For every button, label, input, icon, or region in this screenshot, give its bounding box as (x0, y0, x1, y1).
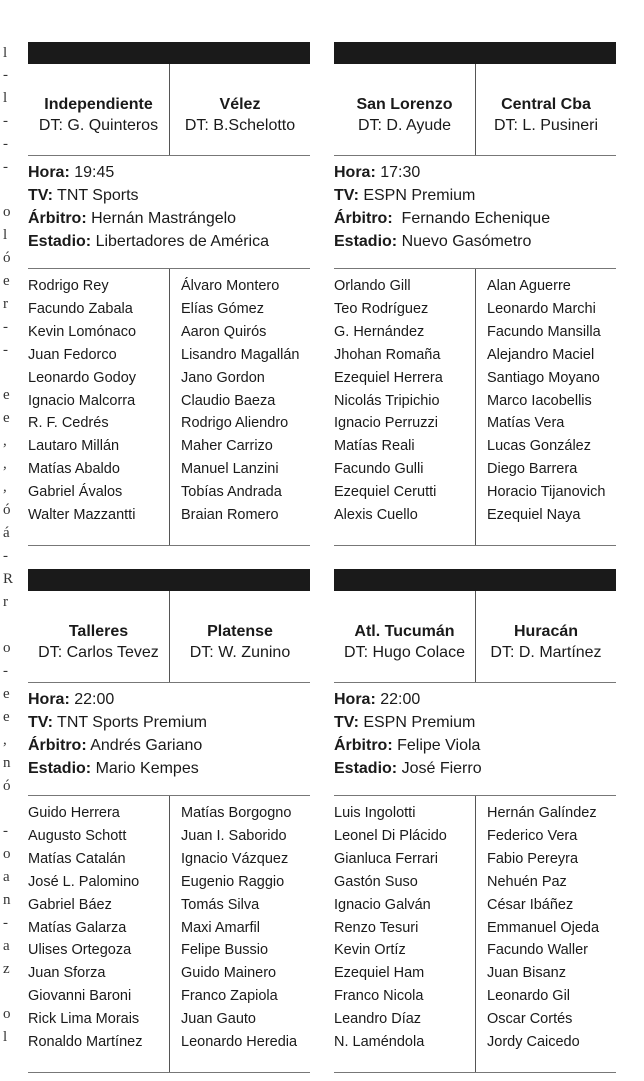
home-team-coach: DT: D. Ayude (357, 117, 452, 134)
player-name: Fabio Pereyra (487, 850, 579, 867)
away-team-coach: DT: W. Zunino (189, 644, 291, 661)
fragment-char: e (3, 709, 10, 725)
player-name: Claudio Baeza (181, 392, 276, 409)
fragment-char: - (3, 548, 8, 564)
match-header-bar (28, 569, 310, 591)
home-lineup (334, 269, 475, 545)
fragment-char: ó (3, 502, 11, 518)
fragment-char: o (3, 846, 11, 862)
fragment-char: - (3, 113, 8, 129)
match-card-1 (28, 42, 310, 547)
fragment-char: - (3, 319, 8, 335)
match-info (334, 688, 616, 780)
info-row (334, 230, 616, 253)
match-card-4 (334, 569, 616, 1074)
home-team-name: Talleres (68, 623, 129, 640)
away-lineup (475, 269, 616, 545)
player-name: Matías Vera (487, 415, 565, 432)
info-label: TV: (334, 714, 359, 731)
fragment-char: ó (3, 250, 11, 266)
player-name: Matías Reali (334, 438, 415, 455)
fragment-char: á (3, 525, 10, 541)
player-name: Ezequiel Herrera (334, 369, 443, 386)
player-name: Leandro Díaz (334, 1011, 422, 1028)
lineups (28, 269, 310, 545)
player-name: Juan Fedorco (28, 346, 117, 363)
teams-row (28, 591, 310, 682)
home-team-name: Independiente (44, 96, 153, 113)
player-name: Juan Sforza (28, 965, 106, 982)
divider (28, 155, 310, 156)
player-name: Ignacio Perruzzi (334, 415, 438, 432)
fragment-char: o (3, 640, 11, 656)
player-name: Ignacio Vázquez (181, 850, 289, 867)
lineups (28, 796, 310, 1072)
info-value: Mario Kempes (91, 760, 199, 777)
info-value: Nuevo Gasómetro (397, 233, 532, 250)
player-name: Orlando Gill (334, 278, 411, 294)
info-value: Fernando Echenique (392, 210, 551, 227)
info-value: ESPN Premium (358, 714, 476, 731)
info-label: Hora: (334, 691, 376, 708)
info-value: ESPN Premium (358, 187, 476, 204)
player-name: Horacio Tijanovich (487, 484, 606, 501)
info-row (334, 711, 616, 734)
away-team-coach: DT: L. Pusineri (493, 117, 599, 134)
fragment-char: o (3, 1006, 11, 1022)
teams-row (334, 591, 616, 682)
away-team-name: Central Cba (501, 96, 591, 113)
match-header-bar (334, 42, 616, 64)
away-team-coach: DT: D. Martínez (490, 644, 602, 661)
fragment-char: - (3, 159, 8, 175)
fragment-char: o (3, 204, 11, 220)
home-team-coach: DT: G. Quinteros (38, 117, 159, 134)
player-name: Elías Gómez (181, 300, 264, 317)
player-name: Hernán Galíndez (487, 805, 597, 821)
player-name: Ezequiel Ham (334, 965, 425, 982)
home-team (334, 591, 475, 682)
player-name: Ezequiel Cerutti (334, 484, 437, 501)
player-name: Giovanni Baroni (28, 988, 132, 1005)
info-label: Árbitro: (334, 737, 393, 754)
player-name: Lucas González (487, 438, 591, 455)
match-info (334, 161, 616, 253)
info-label: Árbitro: (28, 210, 87, 227)
player-name: Guido Mainero (181, 965, 277, 982)
player-name: Alan Aguerre (487, 278, 571, 294)
fragment-char: - (3, 823, 8, 839)
player-name: Matías Catalán (28, 850, 126, 867)
info-label: Estadio: (28, 233, 92, 250)
player-name: Franco Nicola (334, 988, 424, 1005)
fragment-char: - (3, 915, 8, 931)
player-name: Nehuén Paz (487, 873, 567, 890)
adjacent-column-fragment (0, 0, 16, 1081)
info-label: TV: (28, 187, 53, 204)
player-name: Leonel Di Plácido (334, 827, 447, 844)
info-value: José Fierro (397, 760, 482, 777)
info-row (334, 757, 616, 780)
fragment-char: r (3, 296, 8, 312)
match-card-2 (334, 42, 616, 547)
player-name: Álvaro Montero (181, 278, 280, 294)
away-team (475, 591, 616, 682)
away-team-name: Huracán (513, 623, 579, 640)
info-row (334, 207, 616, 230)
fragment-char: n (3, 755, 11, 771)
teams-row (334, 64, 616, 155)
home-team (28, 64, 169, 155)
info-value: 22:00 (375, 691, 421, 708)
home-team-name: Atl. Tucumán (354, 623, 455, 640)
player-name: Lautaro Millán (28, 438, 120, 455)
player-name: Leonardo Marchi (487, 300, 596, 317)
fragment-char: , (3, 456, 7, 472)
player-name: Gabriel Báez (28, 896, 112, 913)
away-team-coach: DT: B.Schelotto (184, 117, 296, 134)
player-name: Rodrigo Rey (28, 278, 109, 294)
player-name: Ezequiel Naya (487, 507, 581, 524)
player-name: Leonardo Godoy (28, 369, 137, 386)
player-name: Renzo Tesuri (334, 919, 419, 936)
player-name: Luis Ingolotti (334, 805, 416, 821)
player-name: Guido Herrera (28, 805, 120, 821)
player-name: Leonardo Gil (487, 988, 571, 1005)
fragment-char: - (3, 342, 8, 358)
player-name: Federico Vera (487, 827, 578, 844)
player-name: Ignacio Malcorra (28, 392, 136, 409)
fragment-char: a (3, 938, 10, 954)
fragment-char: - (3, 67, 8, 83)
info-value: Hernán Mastrángelo (86, 210, 237, 227)
away-lineup (169, 269, 310, 545)
info-value: Libertadores de América (91, 233, 269, 250)
fragment-char: a (3, 869, 10, 885)
player-name: Matías Borgogno (181, 805, 292, 821)
info-label: Árbitro: (28, 737, 87, 754)
player-name: Marco Iacobellis (487, 392, 592, 409)
away-lineup (475, 796, 616, 1072)
info-row (28, 688, 310, 711)
player-name: Lisandro Magallán (181, 346, 300, 363)
player-name: Facundo Waller (487, 942, 589, 959)
player-name: Walter Mazzantti (28, 507, 136, 524)
fragment-char: l (3, 45, 8, 61)
fragment-char: , (3, 479, 7, 495)
info-label: Hora: (28, 691, 70, 708)
player-name: Matías Galarza (28, 919, 127, 936)
info-label: Estadio: (28, 760, 92, 777)
player-name: Nicolás Tripichio (334, 392, 440, 409)
player-name: Maher Carrizo (181, 438, 273, 455)
home-lineup (28, 269, 169, 545)
info-row (28, 711, 310, 734)
player-name: Eugenio Raggio (181, 873, 285, 890)
home-lineup (334, 796, 475, 1072)
away-team-name: Platense (207, 623, 273, 640)
away-team-name: Vélez (219, 96, 261, 113)
info-value: 17:30 (375, 164, 421, 181)
player-name: Santiago Moyano (487, 369, 600, 386)
player-name: Jhohan Romaña (334, 346, 441, 363)
fragment-char: e (3, 410, 10, 426)
player-name: R. F. Cedrés (28, 415, 109, 432)
player-name: Rodrigo Aliendro (181, 415, 289, 432)
home-team-coach: DT: Hugo Colace (344, 644, 465, 661)
info-value: TNT Sports Premium (52, 714, 207, 731)
info-row (28, 161, 310, 184)
player-name: Tomás Silva (181, 896, 260, 913)
info-label: Estadio: (334, 760, 398, 777)
info-row (28, 207, 310, 230)
lineups (334, 269, 616, 545)
info-row (334, 161, 616, 184)
away-team (169, 64, 310, 155)
divider (28, 1072, 310, 1073)
player-name: Braian Romero (181, 507, 279, 524)
player-name: Ignacio Galván (334, 896, 431, 913)
fragment-char: , (3, 732, 7, 748)
player-name: Diego Barrera (487, 461, 578, 478)
fragment-char: z (3, 961, 10, 977)
away-team (169, 591, 310, 682)
player-name: Gabriel Ávalos (28, 484, 123, 501)
info-label: Hora: (28, 164, 70, 181)
info-label: Estadio: (334, 233, 398, 250)
player-name: G. Hernández (334, 323, 425, 340)
player-name: Ronaldo Martínez (28, 1034, 143, 1051)
match-header-bar (334, 569, 616, 591)
info-label: Árbitro: (334, 210, 393, 227)
player-name: Manuel Lanzini (181, 461, 279, 478)
info-value: Andrés Gariano (86, 737, 203, 754)
home-team (28, 591, 169, 682)
fragment-char: r (3, 594, 8, 610)
away-lineup (169, 796, 310, 1072)
divider (334, 155, 616, 156)
lineups (334, 796, 616, 1072)
player-name: Franco Zapiola (181, 988, 278, 1005)
info-row (28, 184, 310, 207)
home-lineup (28, 796, 169, 1072)
player-name: José L. Palomino (28, 873, 140, 890)
player-name: Teo Rodríguez (334, 300, 429, 317)
info-row (28, 230, 310, 253)
player-name: Alexis Cuello (334, 507, 418, 524)
home-team-name: San Lorenzo (356, 96, 453, 113)
player-name: Kevin Ortíz (334, 942, 406, 959)
fragment-char: l (3, 1029, 8, 1045)
match-info (28, 161, 310, 253)
divider (334, 545, 616, 546)
player-name: Aaron Quirós (181, 323, 267, 340)
info-value: Felipe Viola (392, 737, 481, 754)
player-name: Juan I. Saborido (181, 827, 287, 844)
fragment-char: e (3, 686, 10, 702)
player-name: Juan Bisanz (487, 965, 566, 982)
fragment-char: e (3, 387, 10, 403)
player-name: N. Laméndola (334, 1034, 425, 1051)
player-name: Oscar Cortés (487, 1011, 573, 1028)
player-name: Jano Gordon (181, 369, 265, 386)
fragment-char: l (3, 227, 8, 243)
info-label: TV: (28, 714, 53, 731)
player-name: Felipe Bussio (181, 942, 269, 959)
info-row (28, 757, 310, 780)
player-name: Tobías Andrada (181, 484, 282, 501)
info-row (28, 734, 310, 757)
info-value: TNT Sports (52, 187, 139, 204)
fragment-char: , (3, 433, 7, 449)
player-name: Juan Gauto (181, 1011, 256, 1028)
player-name: Facundo Mansilla (487, 323, 601, 340)
teams-row (28, 64, 310, 155)
player-name: Alejandro Maciel (487, 346, 595, 363)
player-name: Gastón Suso (334, 873, 418, 890)
fragment-char: n (3, 892, 11, 908)
info-row (334, 184, 616, 207)
divider (334, 682, 616, 683)
player-name: Rick Lima Morais (28, 1011, 140, 1028)
info-value: 22:00 (69, 691, 115, 708)
info-label: Hora: (334, 164, 376, 181)
info-value: 19:45 (69, 164, 115, 181)
fragment-char: - (3, 663, 8, 679)
match-header-bar (28, 42, 310, 64)
fragment-char: ó (3, 778, 11, 794)
info-label: TV: (334, 187, 359, 204)
divider (28, 545, 310, 546)
fragment-char: e (3, 273, 10, 289)
player-name: Emmanuel Ojeda (487, 919, 600, 936)
player-name: Augusto Schott (28, 827, 127, 844)
divider (334, 1072, 616, 1073)
match-card-3 (28, 569, 310, 1074)
player-name: César Ibáñez (487, 896, 574, 913)
home-team (334, 64, 475, 155)
player-name: Matías Abaldo (28, 461, 120, 478)
info-row (334, 734, 616, 757)
fragment-char: R (3, 571, 14, 587)
fragment-char: l (3, 90, 8, 106)
player-name: Facundo Gulli (334, 461, 424, 478)
match-info (28, 688, 310, 780)
divider (28, 682, 310, 683)
away-team (475, 64, 616, 155)
info-row (334, 688, 616, 711)
player-name: Leonardo Heredia (181, 1034, 298, 1051)
home-team-coach: DT: Carlos Tevez (38, 644, 159, 661)
fragment-char: - (3, 136, 8, 152)
player-name: Jordy Caicedo (487, 1034, 580, 1051)
player-name: Kevin Lomónaco (28, 323, 137, 340)
player-name: Ulises Ortegoza (28, 942, 132, 959)
player-name: Gianluca Ferrari (334, 850, 438, 867)
player-name: Maxi Amarfil (181, 919, 260, 936)
player-name: Facundo Zabala (28, 300, 133, 317)
